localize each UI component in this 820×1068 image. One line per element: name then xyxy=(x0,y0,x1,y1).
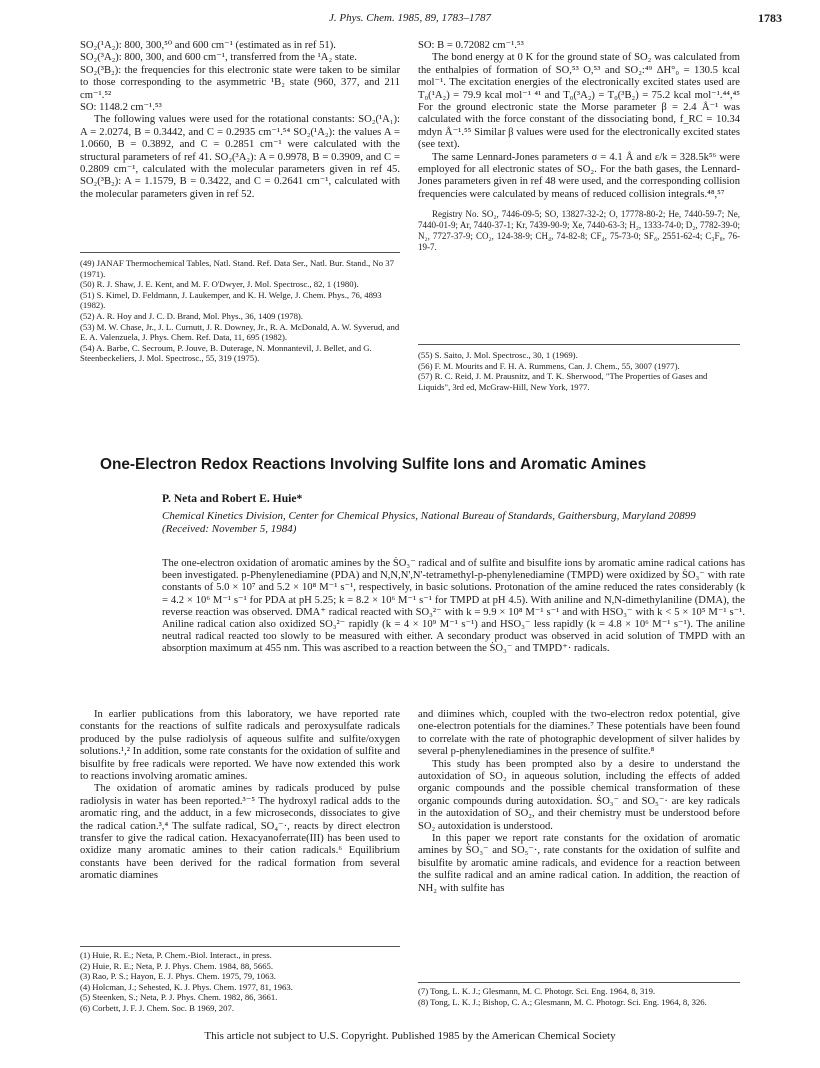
reference-item: (6) Corbett, J. F. J. Chem. Soc. B 1969, 207. xyxy=(80,1002,234,1013)
journal-reference: J. Phys. Chem. 1985, 89, 1783–1787 xyxy=(329,12,491,24)
body-right-column xyxy=(418,709,740,895)
running-header xyxy=(0,8,820,28)
article-authors: P. Neta and Robert E. Huie* xyxy=(162,492,303,505)
paragraph: SO₂(¹A₂): 800, 300,⁵⁰ and 600 cm⁻¹ (estimated as in ref 51). xyxy=(80,40,336,51)
divider xyxy=(418,344,740,345)
paragraph: In this paper we report rate constants for the oxidation of aromatic amines by ṠO₃⁻ and SO₅⁻·, rate constants for the oxidation of sulfite and bisulfite by aromatic amine radicals, and evidence for a reaction between the sulfite radical and an amine radical cation. In addition, the reaction of NH₂ with sulfite has xyxy=(418,833,740,894)
paragraph: SO: 1148.2 cm⁻¹.⁵³ xyxy=(80,102,162,114)
reference-item: (52) A. R. Hoy and J. C. D. Brand, Mol. Phys., 36, 1409 (1978). xyxy=(80,310,303,321)
article-title: One-Electron Redox Reactions Involving Sulfite Ions and Aromatic Amines xyxy=(100,456,647,473)
divider xyxy=(80,252,400,253)
paragraph: The following values were used for the rotational constants: SO₂(¹A₁): A = 2.0274, B = 0.3442, and C = 0.2935 cm⁻¹.⁵⁴ SO₂(¹A₂): the values A = 1.0660, B = 0.3892, and C = 0.2851 cm⁻¹ were calculated with the structural parameters of ref 41. SO₂(³A₂): A = 0.9978, B = 0.3909, and C = 0.2809 cm⁻¹, calculated with the molecular parameters given in ref 45. SO₂(³B₂): A = 1.1579, B = 0.3422, and C = 0.2641 cm⁻¹, calculated with the molecular parameters given in ref 52. xyxy=(80,114,400,200)
reference-item: (7) Tong, L. K. J.; Glesmann, M. C. Photogr. Sci. Eng. 1964, 8, 319. xyxy=(418,986,656,996)
article-affiliation: Chemical Kinetics Division, Center for Chemical Physics, National Bureau of Standards, Gaithersburg, Maryland 20899 (Received: November 5, 1984) xyxy=(162,510,696,535)
paragraph: The bond energy at 0 K for the ground state of SO₂ was calculated from the enthalpies of formation of SO,⁵³ O,⁵³ and SO₂:⁴⁹ ΔH°₀ = 130.5 kcal mol⁻¹. The excitation energies of the electronically excited states used are T₀(¹A₂) = 79.9 kcal mol⁻¹ ⁴¹ and T₀(³A₂) = T₀(³B₂) = 75.2 kcal mol⁻¹.⁴⁴,⁴⁵ For the ground electronic state the Morse parameter β = 2.4 Å⁻¹ was calculated with the force constant of the dissociating bond, f_RC = 10.34 mdyn Å⁻¹.⁵⁵ Similar β values were used for the electronically excited states (see text). xyxy=(418,52,740,151)
paragraph: SO₂(³B₂): the frequencies for this electronic state were taken to be similar to those corresponding to the asymmetric ¹B₂ state (960, 377, and 211 cm⁻¹.⁵² xyxy=(80,64,400,101)
body-left-column xyxy=(80,709,400,883)
reference-item: (8) Tong, L. K. J.; Bishop, C. A.; Glesmann, M. C. Photogr. Sci. Eng. 1964, 8, 326. xyxy=(418,996,707,1007)
page-number: 1783 xyxy=(758,11,782,25)
paragraph: The oxidation of aromatic amines by radicals produced by pulse radiolysis in water has been reported.³⁻⁵ The hydroxyl radical adds to the aromatic ring, and the adduct, in a few microseconds, dissociates to give the radical cation.³,⁴ The sulfate radical, SO₄⁻·, reacts by direct electron transfer to give the radical cation. Hexacyanoferrate(III) has been used to oxidize many aromatic amines to their cation radicals.⁶ Equilibrium constants have been derived for the radical formation from several aromatic diamines xyxy=(80,783,400,882)
reference-item: (1) Huie, R. E.; Neta, P. Chem.-Biol. Interact., in press. xyxy=(80,950,272,960)
reference-item: (2) Huie, R. E.; Neta, P. J. Phys. Chem. 1984, 88, 5665. xyxy=(80,960,274,971)
references-block xyxy=(80,258,400,364)
reference-item: (50) R. J. Shaw, J. E. Kent, and M. F. O'Dwyer, J. Mol. Spectrosc., 82, 1 (1980). xyxy=(80,279,359,290)
paragraph: This study has been prompted also by a desire to understand the autoxidation of SO₂ in aqueous solution, including the effects of added organic compounds and the possible chemical transformation of these organic compounds during autoxidation. ṠO₃⁻ and SO₅⁻· are key radicals in the autoxidation of SO₂, and their chemistry must be understood before SO₂ autoxidation is understood. xyxy=(418,758,740,832)
reference-item: (3) Rao, P. S.; Hayon, E. J. Phys. Chem. 1975, 79, 1063. xyxy=(80,971,276,982)
reference-item: (4) Holcman, J.; Sehested, K. J. Phys. Chem. 1977, 81, 1963. xyxy=(80,981,293,992)
reference-item: (51) S. Kimel, D. Feldmann, J. Laukemper, and K. H. Welge, J. Chem. Phys., 76, 4893 (1982). xyxy=(80,289,382,311)
references-block xyxy=(418,986,740,1007)
references-block xyxy=(418,350,740,392)
paragraph: In earlier publications from this laboratory, we have reported rate constants for the reactions of sulfite radicals and peroxysulfate radicals produced by the pulse radiolysis of aqueous sulfite and sulfite/oxygen solutions.¹,² In addition, some rate constants for the oxidation of sulfite and bisulfite by free radicals were reported. We have now extended this work to reactions involving aromatic amines. xyxy=(80,709,400,783)
top-left-column xyxy=(80,40,400,201)
registry-numbers: Registry No. SO₂, 7446-09-5; SO, 13827-32-2; O, 17778-80-2; He, 7440-59-7; Ne, 7440-01-9; Ar, 7440-37-1; Kr, 7439-90-9; Xe, 7440-63-3; H₂, 1333-74-0; D₂, 7782-39-0; N₂, 7727-37-9; CO₂, 124-38-9; CH₄, 74-82-8; CF₄, 75-73-0; SF₆, 2551-62-4; C₃F₈, 76-19-7. xyxy=(418,209,740,253)
paragraph: SO: B = 0.72082 cm⁻¹.⁵³ xyxy=(418,40,524,51)
paragraph: and diimines which, coupled with the two-electron redox potential, give one-electron potentials for the diamines.⁷ These potentials have been found to correlate with the rate of photographic development of silver halides by several p-phenylenediamines in the presence of sulfite.⁸ xyxy=(418,709,740,758)
reference-item: (57) R. C. Reid, J. M. Prausnitz, and T. K. Sherwood, "The Properties of Gases and Liquids", 3rd ed, McGraw-Hill, New York, 1977. xyxy=(418,371,708,392)
references-block xyxy=(80,950,400,1014)
reference-item: (54) A. Barbe, C. Secroum, P. Jouve, B. Duterage, N. Monnantevil, J. Bellet, and G. Steenbeckeliers, J. Mol. Spectrosc., 55, 319 (1975). xyxy=(80,342,372,364)
divider xyxy=(418,982,740,983)
reference-item: (49) JANAF Thermochemical Tables, Natl. Stand. Ref. Data Ser., Natl. Bur. Stand., No 37 (1971). xyxy=(80,258,394,279)
reference-item: (53) M. W. Chase, Jr., J. L. Curnutt, J. R. Downey, Jr., R. A. McDonald, A. W. Syverud, and E. A. Valenzuela, J. Phys. Chem. Ref. Data, 11, 695 (1982). xyxy=(80,321,400,343)
reference-item: (55) S. Saito, J. Mol. Spectrosc., 30, 1 (1969). xyxy=(418,350,578,360)
paragraph: SO₂(³A₂): 800, 300, and 600 cm⁻¹, transferred from the ¹A₂ state. xyxy=(80,52,357,64)
divider xyxy=(80,946,400,947)
reference-item: (5) Steenken, S.; Neta, P. J. Phys. Chem. 1982, 86, 3661. xyxy=(80,992,278,1003)
abstract: The one-electron oxidation of aromatic amines by the ṠO₃⁻ radical and of sulfite and bisulfite ions by aromatic amine radical cations has been investigated. p-Phenylenediamine (PDA) and N,N,N',N'-tetramethyl-p-phenylenediamine (TMPD) were oxidized by ṠO₃⁻ with rate constants of 5.0 × 10⁷ and 5.2 × 10⁸ M⁻¹ s⁻¹, respectively, in basic solutions. Protonation of the amine reduced the rates considerably (k = 4.2 × 10⁶ M⁻¹ s⁻¹ for PDA at pH 5.25; k = 8.2 × 10⁶ M⁻¹ s⁻¹ for TMPD at pH 4.5). With aniline and N,N-dimethylaniline (DMA), the reverse reaction was observed. DMA⁺ radical reacted with SO₃²⁻ with k = 9.9 × 10⁸ M⁻¹ s⁻¹ and with HSO₃⁻ with k < 5 × 10⁵ M⁻¹ s⁻¹. Aniline radical cation also oxidized SO₃²⁻ rapidly (k = 4 × 10⁹ M⁻¹ s⁻¹) and HSO₃⁻ less rapidly (k = 4.8 × 10⁶ M⁻¹ s⁻¹). The aniline neutral radical reacted too slowly to be measured with either. A secondary product was observed in acid solution of TMPD with an absorption maximum at 455 nm. This was ascribed to a reaction between the ṠO₃⁻ and TMPD⁺· radicals. xyxy=(162,558,745,655)
top-right-column xyxy=(418,40,740,253)
copyright-footer: This article not subject to U.S. Copyright. Published 1985 by the American Chemical Society xyxy=(204,1030,616,1042)
reference-item: (56) F. M. Mourits and F. H. A. Rummens, Can. J. Chem., 55, 3007 (1977). xyxy=(418,360,680,371)
paragraph: The same Lennard-Jones parameters σ = 4.1 Å and ε/k = 328.5k⁵⁶ were employed for all electronic states of SO₂. For the bath gases, the Lennard-Jones parameters given in ref 48 were used, and the corresponding collision frequencies were calculated by means of reduced collision integrals.⁴⁸,⁵⁷ xyxy=(418,151,740,200)
